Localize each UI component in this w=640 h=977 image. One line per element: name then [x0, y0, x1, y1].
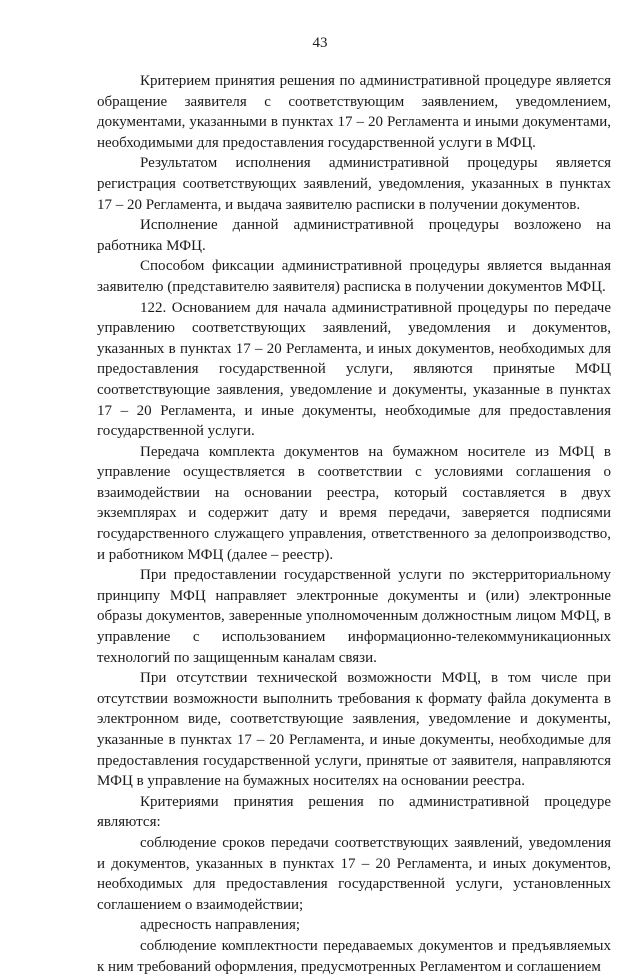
paragraph-exterritorial: При предоставлении государственной услуги по экстерриториальному принципу МФЦ направляет электронные документы и (или) электронные образы документов, заверенные уполномоченным должностным лицом МФЦ, в управление с использованием информационно-телекоммуникационных технологий по защищенным каналам связи. — [97, 567, 611, 666]
list-item: соблюдение комплектности передаваемых документов и предъявляемых к ним требований оформления, предусмотренных Регламентом и соглашением — [97, 937, 611, 975]
paragraph-no-technical-capability: При отсутствии технической возможности МФЦ, в том числе при отсутствии возможности выполнить требования к формату файла документа в электронном виде, соответствующие заявления, уведомление и документы, указанные в пунктах 17 – 20 Регламента, и иные документы, необходимые для предоставления государственной услуги, принятые от заявителя, направляются МФЦ в управление на бумажных носителях на основании реестра. — [97, 670, 611, 790]
document-body — [97, 71, 611, 977]
paragraph-criteria-intro: Критериями принятия решения по административной процедуре являются: — [97, 793, 611, 831]
paragraph-122: 122. Основанием для начала административной процедуры по передаче управлению соответствующих заявлений, уведомления и документов, указанных в пунктах 17 – 20 Регламента, и иных документов, необходимых для предоставления государственной услуги, являются принятые МФЦ соответствующие заявления, уведомление и документы, указанные в пунктах 17 – 20 Регламента, и иные документы, необходимые для предоставления государственной услуги. — [97, 299, 611, 440]
paragraph-fixation-method: Способом фиксации административной процедуры является выданная заявителю (представителю заявителя) расписка в получении документов МФЦ. — [97, 258, 611, 295]
list-item: соблюдение сроков передачи соответствующих заявлений, уведомления и документов, указанных в пунктах 17 – 20 Регламента, и иных документов, необходимых для предоставления государственной услуги, установленных соглашением о взаимодействии; — [97, 834, 611, 913]
paragraph-decision-criterion: Критерием принятия решения по административной процедуре является обращение заявителя с соответствующим заявлением, уведомлением, документами, указанными в пунктах 17 – 20 Регламента и иными документами, необходимыми для предоставления государственной услуги в МФЦ. — [97, 73, 611, 151]
paragraph-paper-transfer: Передача комплекта документов на бумажном носителе из МФЦ в управление осуществляется в соответствии с условиями соглашения о взаимодействии на основании реестра, который составляется в двух экземплярах и содержит дату и время передачи, заверяется подписями государственного служащего управления, ответственного за делопроизводство, и работником МФЦ (далее – реестр). — [97, 443, 611, 563]
paragraph-responsible-worker: Исполнение данной административной процедуры возложено на работника МФЦ. — [97, 217, 611, 254]
page-number: 43 — [312, 35, 328, 51]
list-item: адресность направления; — [140, 917, 301, 934]
paragraph-procedure-result: Результатом исполнения административной процедуры является регистрация соответствующих заявлений, уведомления, указанных в пунктах 17 – 20 Регламента, и выдача заявителю расписки в получении документов. — [97, 155, 611, 213]
